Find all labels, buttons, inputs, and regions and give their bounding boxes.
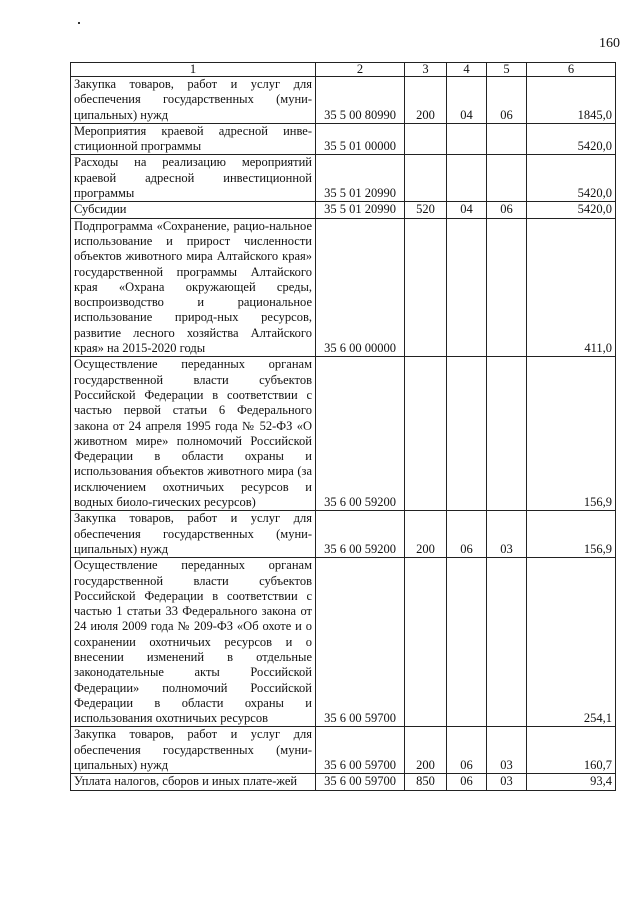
page-number: 160 (599, 36, 620, 51)
row-col-3: 850 (405, 774, 447, 790)
header-col-6: 6 (527, 63, 616, 77)
row-col-3: 520 (405, 202, 447, 218)
row-code: 35 5 01 20990 (316, 155, 405, 202)
row-name: Осуществление переданных органам государственной власти субъектов Российской Федерации в соответствии с частью первой статьи 6 Федерального закона от 24 апреля 1995 года № 52-ФЗ «О животном мире» полномочий Российской Федерации в области охраны и использования объектов животного мира (за исключением охотничьих ресурсов и водных биоло-гических ресурсов) (71, 357, 316, 511)
row-name: Мероприятия краевой адресной инве-стиционной программы (71, 123, 316, 155)
table-row (71, 218, 616, 357)
row-col-5 (487, 218, 527, 357)
table-row (71, 357, 616, 511)
row-col-5 (487, 357, 527, 511)
table-row (71, 774, 616, 790)
table-row (71, 511, 616, 558)
row-col-4 (447, 123, 487, 155)
row-code: 35 6 00 59200 (316, 511, 405, 558)
row-col-4 (447, 357, 487, 511)
row-sum: 5420,0 (527, 123, 616, 155)
row-name: Закупка товаров, работ и услуг для обеспечения государственных (муни-ципальных) нужд (71, 77, 316, 124)
header-col-4: 4 (447, 63, 487, 77)
header-col-3: 3 (405, 63, 447, 77)
row-sum: 411,0 (527, 218, 616, 357)
scan-speck (78, 22, 80, 24)
row-name: Закупка товаров, работ и услуг для обеспечения государственных (муни-ципальных) нужд (71, 511, 316, 558)
row-sum: 156,9 (527, 357, 616, 511)
row-col-4: 06 (447, 774, 487, 790)
row-code: 35 6 00 00000 (316, 218, 405, 357)
table-row (71, 558, 616, 727)
header-col-2: 2 (316, 63, 405, 77)
row-sum: 156,9 (527, 511, 616, 558)
row-col-5: 03 (487, 774, 527, 790)
row-name: Уплата налогов, сборов и иных плате-жей (71, 774, 316, 790)
row-col-4 (447, 155, 487, 202)
header-row (71, 63, 616, 77)
row-code: 35 5 01 20990 (316, 202, 405, 218)
row-col-4: 06 (447, 727, 487, 774)
row-col-4: 06 (447, 511, 487, 558)
row-sum: 1845,0 (527, 77, 616, 124)
row-col-3: 200 (405, 77, 447, 124)
row-col-3 (405, 155, 447, 202)
row-col-5 (487, 155, 527, 202)
row-col-5: 06 (487, 202, 527, 218)
row-col-5: 06 (487, 77, 527, 124)
row-sum: 160,7 (527, 727, 616, 774)
row-col-5 (487, 123, 527, 155)
row-sum: 254,1 (527, 558, 616, 727)
budget-table (70, 62, 616, 791)
row-col-4 (447, 558, 487, 727)
row-sum: 93,4 (527, 774, 616, 790)
row-name: Осуществление переданных органам государственной власти субъектов Российской Федерации в соответствии с частью 1 статьи 33 Федерального закона от 24 июля 2009 года № 209-ФЗ «Об охоте и о сохранении охотничьих ресурсов и о внесении изменений в отдельные законодательные акты Российской Федерации» полномочий Российской Федерации в области охраны и использования охотничьих ресурсов (71, 558, 316, 727)
header-col-1: 1 (71, 63, 316, 77)
table-row (71, 155, 616, 202)
row-col-3: 200 (405, 511, 447, 558)
row-code: 35 5 01 00000 (316, 123, 405, 155)
row-code: 35 6 00 59200 (316, 357, 405, 511)
table-row (71, 202, 616, 218)
row-col-3 (405, 218, 447, 357)
row-col-4 (447, 218, 487, 357)
row-code: 35 5 00 80990 (316, 77, 405, 124)
table-row (71, 727, 616, 774)
table-row (71, 123, 616, 155)
row-name: Субсидии (71, 202, 316, 218)
row-col-4: 04 (447, 77, 487, 124)
row-sum: 5420,0 (527, 155, 616, 202)
row-col-3 (405, 123, 447, 155)
row-col-3 (405, 357, 447, 511)
row-col-5: 03 (487, 511, 527, 558)
row-col-5: 03 (487, 727, 527, 774)
row-code: 35 6 00 59700 (316, 558, 405, 727)
row-col-3 (405, 558, 447, 727)
row-code: 35 6 00 59700 (316, 774, 405, 790)
row-name: Подпрограмма «Сохранение, рацио-нальное использование и прирост численности объектов животного мира Алтайского края» государственной программы Алтайского края «Охрана окружающей среды, воспроизводство и рациональное использование природ-ных ресурсов, развитие лесного хозяйства Алтайского края» на 2015-2020 годы (71, 218, 316, 357)
row-name: Закупка товаров, работ и услуг для обеспечения государственных (муни-ципальных) нужд (71, 727, 316, 774)
table-row (71, 77, 616, 124)
row-col-5 (487, 558, 527, 727)
row-col-4: 04 (447, 202, 487, 218)
row-code: 35 6 00 59700 (316, 727, 405, 774)
row-sum: 5420,0 (527, 202, 616, 218)
row-col-3: 200 (405, 727, 447, 774)
header-col-5: 5 (487, 63, 527, 77)
row-name: Расходы на реализацию мероприятий краевой адресной инвестиционной программы (71, 155, 316, 202)
